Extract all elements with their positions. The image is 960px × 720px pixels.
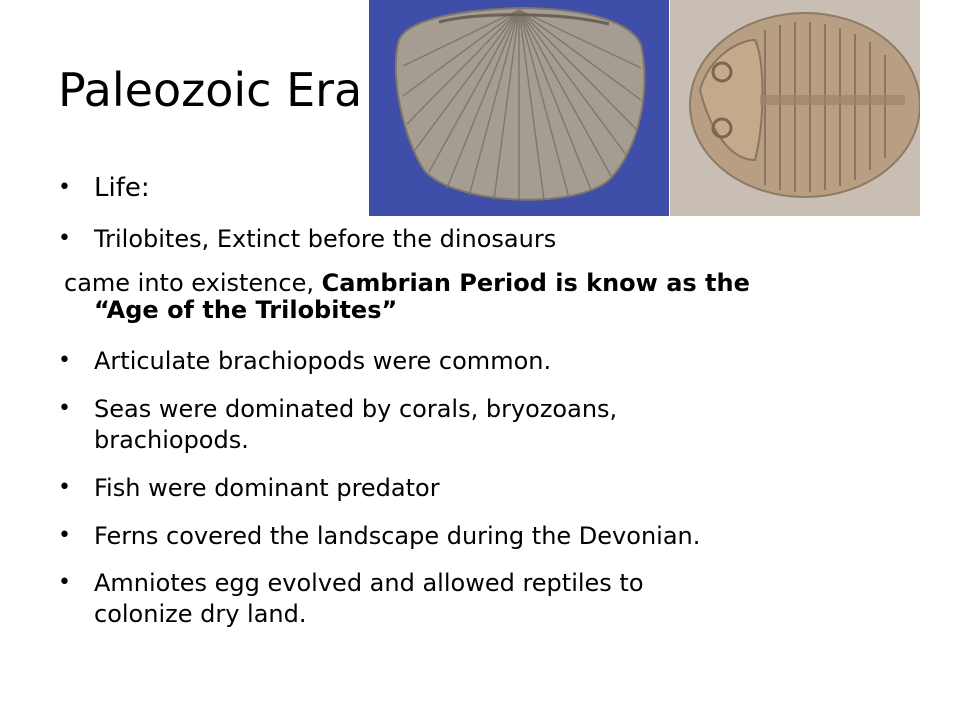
bullet-glyph: • [58, 523, 71, 548]
brachiopod-fossil-image [369, 0, 669, 216]
bullet-glyph: • [58, 348, 71, 373]
continuation-normal-text: came into existence, [64, 269, 322, 297]
trilobite-fossil-image [670, 0, 920, 216]
bullet-text: Life: [94, 173, 150, 203]
bullet-text: Amniotes egg evolved and allowed reptiles to [94, 569, 644, 597]
bullet-text: Trilobites, Extinct before the dinosaurs [94, 225, 557, 253]
bullet-text: Seas were dominated by corals, bryozoans, [94, 395, 618, 423]
trilobite-fossil-illustration [670, 0, 920, 216]
bullet-text: brachiopods. [94, 426, 249, 454]
bullet-text: Ferns covered the landscape during the Devonian. [94, 522, 701, 550]
continuation-line [64, 270, 750, 296]
continuation-bold-line: “Age of the Trilobites” [94, 296, 398, 324]
bullet-glyph: • [58, 475, 71, 500]
bullet-glyph: • [58, 175, 71, 200]
bullet-text: Fish were dominant predator [94, 474, 440, 502]
bullet-glyph: • [58, 396, 71, 421]
bullet-text: colonize dry land. [94, 600, 307, 628]
brachiopod-fossil-illustration [369, 0, 669, 216]
bullet-glyph: • [58, 570, 71, 595]
continuation-bold-text: Cambrian Period is know as the [321, 269, 750, 297]
page-title: Paleozoic Era [58, 63, 363, 117]
bullet-text: Articulate brachiopods were common. [94, 347, 552, 375]
bullet-glyph: • [58, 226, 71, 251]
